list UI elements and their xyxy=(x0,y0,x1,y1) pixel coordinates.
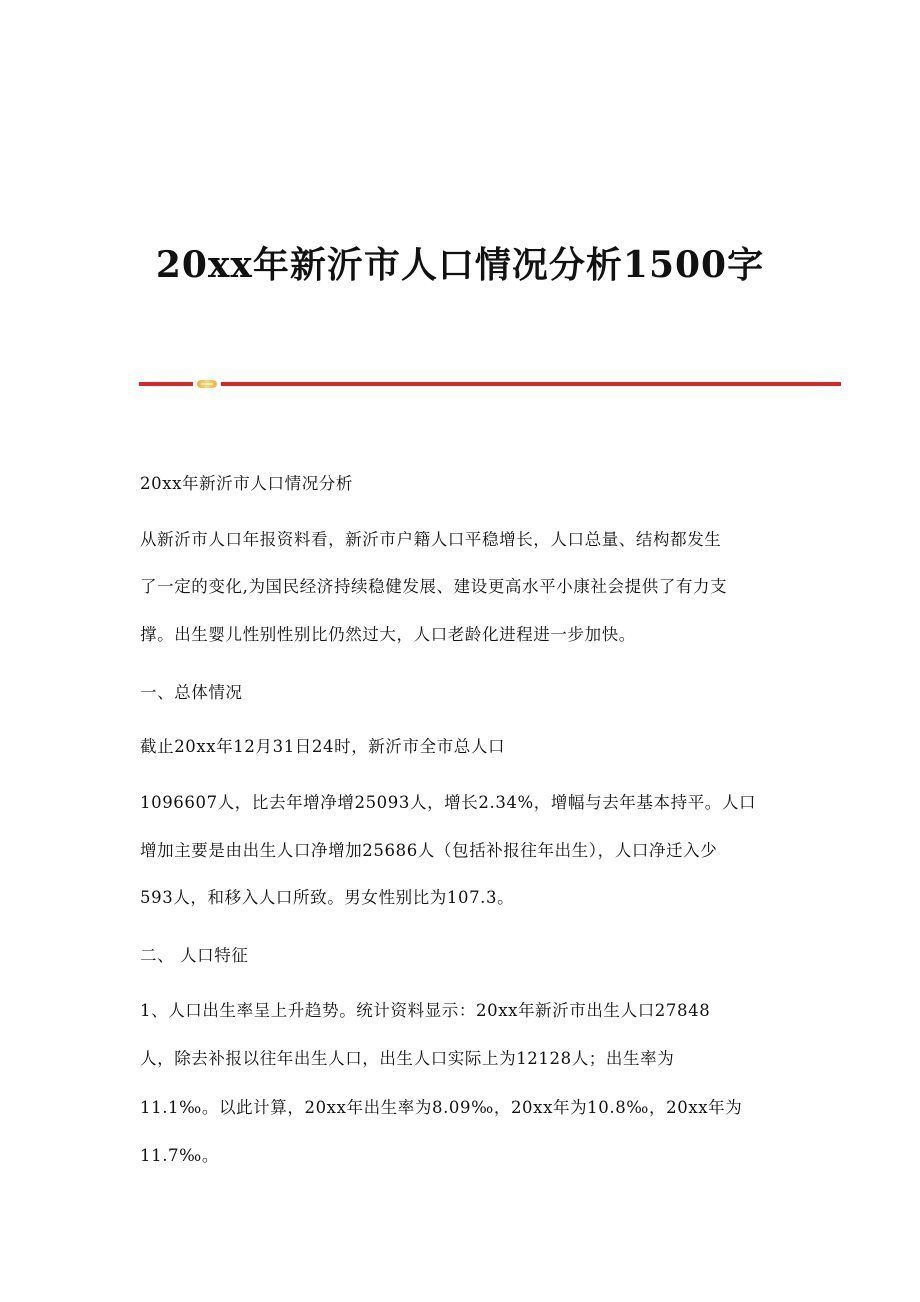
divider-bar-left xyxy=(139,382,193,386)
title-divider xyxy=(139,380,841,388)
section-heading: 一、总体情况 xyxy=(140,683,243,702)
body-line: 人，除去补报以往年出生人口，出生人口实际上为12128人；出生率为 xyxy=(140,1049,675,1068)
body-line: 593人，和移入人口所致。男女性别比为107.3。 xyxy=(140,888,515,907)
body-line: 1、人口出生率呈上升趋势。统计资料显示：20xx年新沂市出生人口27848 xyxy=(140,1001,711,1020)
body-line: 截止20xx年12月31日24时，新沂市全市总人口 xyxy=(140,737,506,756)
body-line: 1096607人，比去年增净增25093人，增长2.34%，增幅与去年基本持平。人口 xyxy=(140,793,757,812)
section-heading: 二、 人口特征 xyxy=(140,946,249,965)
body-line: 了一定的变化,为国民经济持续稳健发展、建设更高水平小康社会提供了有力支 xyxy=(140,577,728,596)
divider-bar-right xyxy=(221,382,841,386)
divider-ornament-icon xyxy=(197,380,217,388)
body-line: 11.7‰。 xyxy=(140,1146,219,1165)
body-line: 撑。出生婴儿性别性别比仍然过大，人口老龄化进程进一步加快。 xyxy=(140,625,636,644)
subtitle-line: 20xx年新沂市人口情况分析 xyxy=(140,474,354,493)
body-line: 增加主要是由出生人口净增加25686人（包括补报往年出生），人口净迁入少 xyxy=(140,841,718,860)
document-title: 20xx年新沂市人口情况分析1500字 xyxy=(155,244,765,287)
body-line: 11.1‰。以此计算，20xx年出生率为8.09‰，20xx年为10.8‰，20xx年为 xyxy=(140,1098,743,1117)
body-line: 从新沂市人口年报资料看，新沂市户籍人口平稳增长，人口总量、结构都发生 xyxy=(140,530,722,549)
